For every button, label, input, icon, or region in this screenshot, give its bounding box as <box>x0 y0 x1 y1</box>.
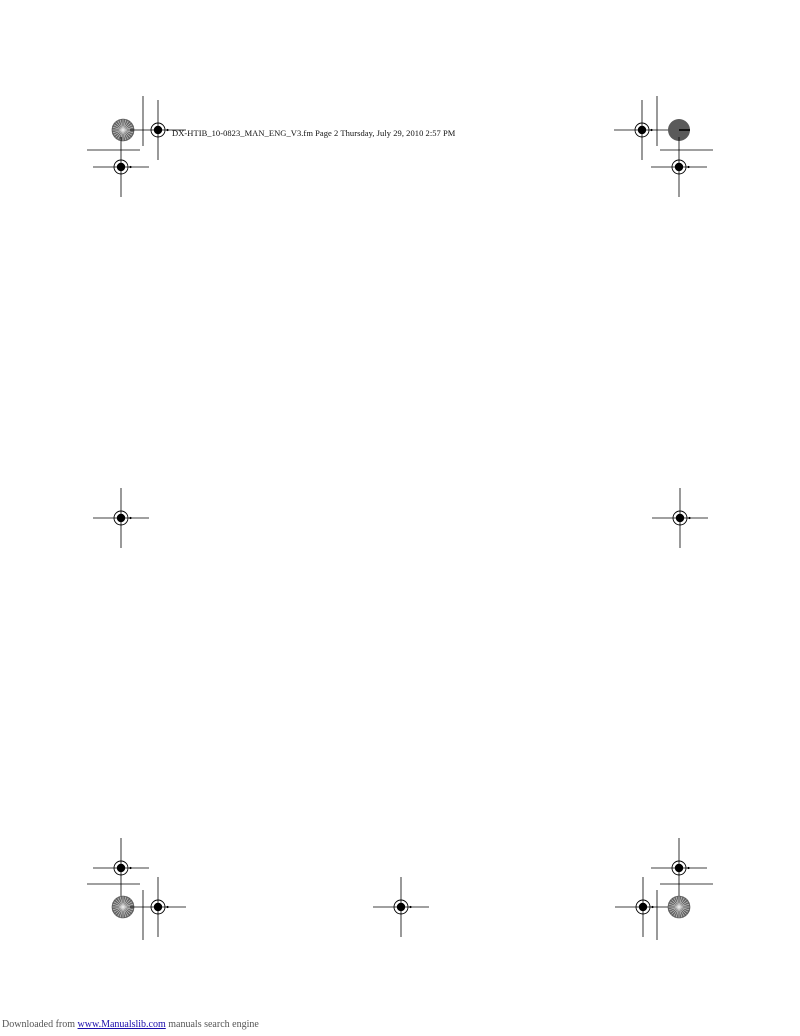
registration-mark-icon <box>651 838 707 898</box>
registration-mark-icon <box>615 877 671 937</box>
registration-mark-icon <box>652 488 708 548</box>
manualslib-link[interactable]: www.Manualslib.com <box>77 1019 166 1030</box>
registration-mark-icon <box>93 838 149 898</box>
color-wheel-icon <box>668 896 690 918</box>
footer-suffix: manuals search engine <box>165 1019 259 1030</box>
file-slug-header: DX-HTIB_10-0823_MAN_ENG_V3.fm Page 2 Thursday, July 29, 2010 2:57 PM <box>172 128 456 138</box>
crop-lines <box>87 96 713 940</box>
registration-mark-icon <box>373 877 429 937</box>
registration-mark-icon <box>93 488 149 548</box>
registration-mark-icon <box>130 877 186 937</box>
registration-mark-icon <box>614 100 670 160</box>
registration-mark-icon <box>93 137 149 197</box>
download-footer <box>2 1019 259 1030</box>
registration-mark-icon <box>651 137 707 197</box>
footer-prefix: Downloaded from <box>2 1019 78 1030</box>
